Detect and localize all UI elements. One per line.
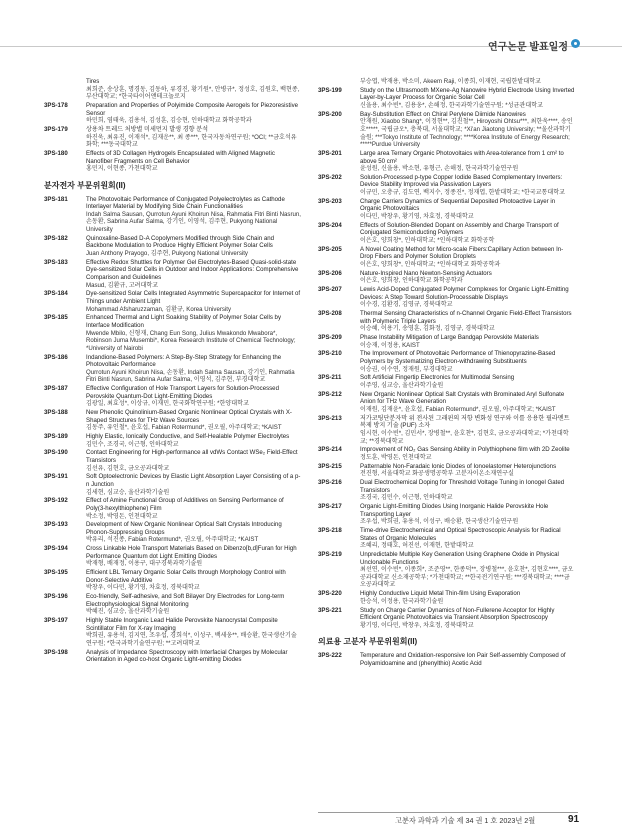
- right-column: [318, 78, 575, 669]
- poster-code: 3PS-221: [318, 606, 342, 614]
- poster-code: 3PS-216: [318, 479, 342, 487]
- poster-body: [360, 150, 575, 173]
- poster-code: 3PS-204: [318, 221, 342, 229]
- poster-authors: 하진욱, 최유진, 이재석*, 김재운**, 최 종***, 한국자동차연구원; *OCI; **금호석유화학; ***동국대학교: [86, 133, 297, 149]
- poster-body: [86, 433, 301, 448]
- footer-rule: [318, 812, 578, 813]
- poster-body: [360, 607, 575, 630]
- poster-code: 3PS-210: [318, 350, 342, 358]
- poster-code: 3PS-186: [44, 353, 68, 361]
- poster-authors: 김동주, 유인철*, 윤호섭, Fabian Rotermund*, 권오필, 아주대학교; *KAIST: [86, 424, 282, 432]
- poster-title: Preparation and Properties of Polyimide Composite Aerogels for Piezoresistive Sensor: [86, 101, 299, 117]
- poster-title: The Improvement of Photovoltaic Performance of Thienopyrazine-Based Polymers by Systematizing Electron-withdrawing Substituents: [360, 350, 556, 366]
- poster-authors: Masud, 김환규, 고려대학교: [86, 281, 159, 289]
- poster-body: [86, 102, 301, 125]
- poster-body: [86, 649, 301, 664]
- poster-code: 3PS-205: [318, 245, 342, 253]
- poster-title: 저가코팅단분자막 위 전사된 그래핀의 저항 변화성 연구와 이를 응용한 필라멘트 복제 방지 기술 (PUF) 소자: [360, 414, 570, 430]
- poster-code: 3PS-183: [44, 258, 68, 266]
- poster-authors: 황기영, 이다민, 박창우, 차효정, 경북대학교: [360, 621, 474, 629]
- poster-code: 3PS-220: [318, 590, 342, 598]
- poster-title: Highly Stable Inorganic Lead Halide Perovskite Nanocrystal Composite Scintillator Film for X-ray Imaging: [86, 617, 278, 632]
- poster-code: 3PS-215: [318, 462, 342, 470]
- poster-authors: 김세현, 심교승, 울산과학기술원: [86, 488, 170, 496]
- poster-authors: 조경국, 김민수, 이근형, 인하대학교: [360, 494, 453, 502]
- poster-body: [360, 270, 575, 285]
- poster-body: [360, 463, 575, 478]
- poster-body: [86, 593, 301, 616]
- poster-code: 3PS-211: [318, 374, 342, 382]
- poster-authors: 김민수, 조경국, 이근형, 인하대학교: [86, 440, 179, 448]
- poster-entry: [44, 314, 301, 352]
- poster-code: 3PS-195: [44, 569, 68, 577]
- poster-title: Analysis of Impedance Spectroscopy with Interfacial Charges by Molecular Orientation in Aged co-host Organic Light-emitting Diodes: [86, 648, 288, 664]
- poster-authors: Juan Anthony Prayogo, 김주현, Pukyong National University: [86, 250, 248, 258]
- poster-title: Cross Linkable Hole Transport Materials Based on Dibenzo[b,d]Furan for High Performance Quantum dot Light Emitting Diodes: [86, 545, 297, 560]
- poster-body: [360, 78, 575, 86]
- poster-body: [86, 473, 301, 496]
- poster-entry: [318, 503, 575, 526]
- poster-title: Efficient LBL Ternary Organic Solar Cells through Morphology Control with Donor-Selective Additive: [86, 569, 286, 584]
- poster-code: 3PS-203: [318, 197, 342, 205]
- poster-entry: [44, 649, 301, 664]
- poster-code: 3PS-180: [44, 149, 68, 157]
- poster-code: 3PS-197: [44, 617, 68, 625]
- poster-authors: 박유리, 석진종, Fabian Rotermund*, 권오필, 아주대학교; *KAIST: [86, 536, 259, 544]
- poster-entry: [44, 354, 301, 384]
- poster-entry: [318, 246, 575, 269]
- poster-entry: [44, 385, 301, 408]
- poster-entry: [318, 374, 575, 389]
- poster-body: [360, 503, 575, 526]
- poster-code: 3PS-200: [318, 110, 342, 118]
- poster-entry: [44, 150, 301, 173]
- poster-body: [360, 198, 575, 221]
- poster-entry: [318, 551, 575, 589]
- poster-body: [360, 286, 575, 309]
- poster-authors: 박혜진, 심교승, 울산과학기술원: [86, 608, 170, 616]
- poster-code: 3PS-219: [318, 550, 342, 558]
- poster-title: Effective Redox Shuttles for Polymer Gel Electrolytes-Based Quasi-solid-state Dye-sensitized Solar Cells in Outdoor and Indoor Applications: Comprehensive Comparison and Guidelines: [86, 258, 299, 281]
- poster-entry: [318, 334, 575, 349]
- header-bullet-icon: [571, 39, 580, 48]
- poster-body: [360, 334, 575, 349]
- poster-body: [360, 174, 575, 197]
- poster-body: [86, 409, 301, 432]
- poster-body: [86, 290, 301, 313]
- poster-body: [86, 617, 301, 647]
- poster-entry: [318, 415, 575, 445]
- poster-entry: [44, 617, 301, 647]
- poster-body: [360, 590, 575, 605]
- poster-body: [86, 449, 301, 472]
- poster-entry: [44, 290, 301, 313]
- poster-entry: [44, 196, 301, 234]
- poster-entry: [44, 433, 301, 448]
- poster-title: The Photovoltaic Performance of Conjugated Polyelectrolytes as Cathode Interlayer Material by Modifying Side Chain Functionalities: [86, 195, 285, 211]
- poster-entry: [318, 174, 575, 197]
- poster-body: [360, 246, 575, 269]
- poster-title: Soft Artificial Fingertip Electronics for Multimodal Sensing: [360, 374, 515, 382]
- poster-code: 3PS-182: [44, 234, 68, 242]
- poster-entry: [318, 607, 575, 630]
- poster-authors: 박재형, 배재정, 이용구, 대구경북과학기술원: [86, 560, 203, 568]
- poster-authors: 이규민, 오충규, 김도연, 백지수, 정종진*, 정재엽, 한밭대학교; *한국교통대학교: [360, 189, 566, 197]
- poster-title: Development of New Organic Nonlinear Optical Salt Crystals Introducing Phonon-Suppressing Groups: [86, 521, 282, 536]
- poster-authors: 최선연, 이수빈*, 이종희*, 조준영**, 한종덕**, 장병철***, 윤호찬*, 김현호****, 금오공과대학교 신소재공학부; *가천대학교; **한국전기연구원; ***경북대학교; ****금오공과대학교: [360, 566, 574, 589]
- poster-body: [86, 126, 301, 149]
- poster-title: Nature-Inspired Nano Newton-Sensing Actuators: [360, 269, 492, 277]
- poster-entry: [318, 527, 575, 550]
- poster-title: Contact Engineering for High-performance all vdWs Contact WSe₂ Field-Effect Transistors: [86, 449, 298, 464]
- poster-authors: 박창우, 이다민, 황기영, 차효정, 경북대학교: [86, 584, 200, 592]
- poster-title: Large area Ternary Organic Photovoltaics with Area-tolerance from 1 cm² to above 50 cm²: [360, 149, 564, 165]
- poster-code: 3PS-199: [318, 86, 342, 94]
- poster-entry: [318, 350, 575, 373]
- poster-entry: [318, 479, 575, 502]
- poster-entry: [44, 409, 301, 432]
- poster-title: Indandione-Based Polymers: A Step-By-Step Strategy for Enhancing the Photovoltaic Performance: [86, 353, 282, 369]
- poster-body: [86, 78, 301, 101]
- poster-title: Organic Light-Emitting Diodes Using Inorganic Halide Perovskite Hole Transporting Layer: [360, 503, 549, 518]
- poster-code: 3PS-222: [318, 652, 342, 660]
- poster-entry: [318, 222, 575, 245]
- poster-body: [360, 446, 575, 461]
- poster-body: [86, 259, 301, 289]
- poster-title: 상용차 트레드 처방별 미세먼지 발생 경향 분석: [86, 125, 209, 133]
- poster-authors: 이주영, 심교승, 울산과학기술원: [360, 382, 444, 389]
- poster-code: 3PS-207: [318, 286, 342, 294]
- poster-body: [86, 385, 301, 408]
- poster-authors: 조우섭, 박희권, 유용석, 이성구, 배승환, 한국생산기술연구원: [360, 518, 519, 526]
- poster-title: Bay-Substitution Effect on Chiral Perylene Diimide Nanowires: [360, 110, 526, 118]
- poster-title: New Organic Nonlinear Optical Salt Crystals with Brominated Aryl Sulfonate Anion for THz Wave Generation: [360, 390, 565, 406]
- poster-title: Study on Charge Carrier Dynamics of Non-Fullerene Acceptor for Highly Efficient Organic Photovoltaics via Transient Absorption Spectroscopy: [360, 606, 555, 622]
- poster-code: 3PS-187: [44, 385, 68, 393]
- poster-title: Quinoxaline-Based D-A Copolymers Modified through Side Chain and Backbone Modulation to Produce Highly Efficient Polymer Solar Cells: [86, 234, 274, 250]
- poster-authors: 임시현, 이수빈*, 김민서*, 장병철**, 윤호찬*, 김현호, 금오공과대학교; *가천대학교; **경북대학교: [360, 429, 569, 445]
- poster-body: [360, 350, 575, 373]
- poster-body: [86, 497, 301, 520]
- poster-entry: [318, 590, 575, 605]
- poster-entry: [44, 473, 301, 496]
- poster-entry: [318, 286, 575, 309]
- poster-title: Dye-sensitized Solar Cells Integrated Asymmetric Supercapacitor for Internet of Things under Ambient Light: [86, 290, 301, 305]
- poster-title: A Novel Coating Method for Micro-scale Fibers:Capillary Action between In-Drop Fibers and Polymer Solution Droplets: [360, 245, 564, 261]
- poster-code: 3PS-188: [44, 409, 68, 417]
- poster-body: [86, 545, 301, 568]
- poster-body: [360, 391, 575, 414]
- poster-authors: 안재원, Xiaobo Shang*, 이정현**, 김진철**, Hiroyoshi Ohtsu***, 최한욱****, 송인호*****, 국립금오*, 충북대, 서울대학교; *Xi'an Jiaotong University; **울산과학기술원; ***Tokyo Institute of Technology; ****Korea Institute of Energy Research; *****Purdue University: [360, 118, 573, 149]
- poster-title: Improvement of NO₂ Gas Sensing Ability in Polythiophene film with 2D Zeolite: [360, 446, 570, 454]
- poster-code: 3PS-194: [44, 545, 68, 553]
- poster-body: [360, 374, 575, 389]
- poster-entry: [318, 446, 575, 461]
- poster-entry: [44, 78, 301, 101]
- poster-code: 3PS-208: [318, 310, 342, 318]
- poster-code: 3PS-179: [44, 125, 68, 133]
- poster-entry: [318, 198, 575, 221]
- poster-body: [86, 354, 301, 384]
- poster-authors: Mohammad Afsharuzzaman, 김환규, Korea University: [86, 305, 232, 313]
- poster-code: 3PS-214: [318, 446, 342, 454]
- poster-authors: 김광일, 최효성*, 이상규, 이재민, 한국화학연구원; *한양대학교: [86, 400, 249, 408]
- poster-entry: [318, 310, 575, 333]
- poster-code: 3PS-209: [318, 334, 342, 342]
- poster-entry: [318, 463, 575, 478]
- poster-code: 3PS-185: [44, 314, 68, 322]
- poster-body: [360, 551, 575, 589]
- poster-authors: 윤성원, 신을용, 박소현, 유형근, 손해정, 한국과학기술연구원: [360, 165, 519, 173]
- poster-authors: 전진형, 서울대학교 화공생명공학부 고분자이온소재연구실: [360, 470, 514, 478]
- poster-authors: 정도훈, 박영돈, 인천대학교: [360, 453, 432, 461]
- poster-title: Patternable Non-Faradaic Ionic Diodes of Ionoelastomer Heterojunctions: [360, 462, 557, 470]
- poster-authors: Indah Salma Sausan, Qurrotun Ayuni Khoirun Nisa, Rahmatia Fitri Binti Nasrun, 손동환, Sabrina Aufar Salma, 강기인, 이영석, 김주현, Pukyong National University: [86, 210, 301, 234]
- poster-entry: [44, 593, 301, 616]
- poster-title: Highly Conductive Liquid Metal Thin-film Using Evaporation: [360, 590, 521, 598]
- poster-authors: 조혜리, 정태호, 허진선, 이재현, 한밭대학교: [360, 542, 474, 550]
- poster-authors: 김선유, 김현호, 금오공과대학교: [86, 464, 170, 472]
- poster-title: Highly Elastic, Ionically Conductive, and Self-Healable Polymer Electrolytes: [86, 433, 290, 440]
- poster-authors: 이승재, 이정용, KAIST: [360, 341, 420, 349]
- poster-body: [86, 314, 301, 352]
- poster-title: Eco-friendly, Self-adhesive, and Soft Bilayer Dry Electrodes for Long-term Electrophysiological Signal Monitoring: [86, 593, 285, 608]
- poster-title: Charge Carriers Dynamics of Sequential Deposited Photoactive Layer in Organic Photovoltaics: [360, 197, 556, 213]
- poster-code: [44, 78, 86, 101]
- poster-authors: 한승석, 이정용, 한국과학기술원: [360, 597, 444, 605]
- poster-title: New Phenolic Quinolinium-Based Organic Nonlinear Optical Crystals with X-Shaped Structures for THz Wave Sources: [86, 409, 292, 424]
- poster-body: [86, 196, 301, 234]
- poster-title: Study on the Ultrasmooth MXene-Ag Nanowire Hybrid Electrode Using Inverted Layer-by-Layer Process for Organic Solar Cell: [360, 86, 575, 102]
- poster-body: [360, 87, 575, 110]
- poster-title: Dual Electrochemical Doping for Threshold Voltage Tuning in Ionogel Gated Transistors: [360, 479, 565, 494]
- poster-code: 3PS-196: [44, 593, 68, 601]
- poster-code: 3PS-218: [318, 527, 342, 534]
- poster-title: Soft Optoelectronic Devices by Elastic Light Absorption Layer Consisting of a p-n Junction: [86, 473, 301, 488]
- poster-title: Enhanced Thermal and Light Soaking Stability of Polymer Solar Cells by Interface Modification: [86, 314, 281, 329]
- poster-code: 3PS-212: [318, 390, 342, 398]
- poster-authors: 이은호, 양희창, 인하대학교 화학공학과: [360, 277, 463, 285]
- left-column: [44, 78, 301, 665]
- poster-title: Time-drive Electrochemical and Optical Spectroscopic Analysis for Radical States of Organic Molecules: [360, 527, 561, 542]
- poster-code: 3PS-202: [318, 173, 342, 181]
- poster-authors: 부승엽, 박재용, 박소미, Akeem Raji, 이종희, 이재현, 국립한밭대학교: [360, 78, 541, 85]
- section-heading: 분자전자 부문위원회(II): [44, 180, 126, 190]
- poster-code: [318, 78, 360, 86]
- poster-authors: 최희준, 송상훈, 명경동, 김동하, 류경진, 황기원*, 안병규*, 정성호, 김원호, 백현종, 부산대학교; *한국타이어앤테크놀로지: [86, 85, 300, 101]
- poster-code: 3PS-198: [44, 648, 68, 656]
- poster-title: Effect of Amine Functional Group of Additives on Sensing Performance of Poly(3-hexylthiophene) Film: [86, 497, 284, 512]
- poster-entry: [318, 111, 575, 149]
- poster-authors: 홍민지, 이현종, 가천대학교: [86, 165, 158, 173]
- poster-entry: [44, 521, 301, 544]
- poster-code: 3PS-201: [318, 149, 342, 157]
- poster-entry: [318, 78, 575, 86]
- poster-entry: [44, 449, 301, 472]
- poster-authors: 이은호, 양희창*, 인하대학교; *인하대학교 화학공학과: [360, 260, 501, 268]
- poster-code: 3PS-217: [318, 503, 342, 511]
- poster-body: [360, 527, 575, 550]
- poster-entry: [44, 259, 301, 289]
- poster-entry: [318, 150, 575, 173]
- poster-entry: [44, 235, 301, 258]
- poster-body: [360, 310, 575, 333]
- poster-code: 3PS-178: [44, 101, 68, 109]
- poster-body: [86, 521, 301, 544]
- poster-body: [360, 222, 575, 245]
- poster-authors: 박희권, 유용석, 김지연, 조우섭, 경희석*, 이성구, 백세웅**, 배승환, 한국생산기술연구원; *한국과학기술연구원; **고려대학교: [86, 632, 297, 647]
- poster-title: Effects of 3D Collagen Hydrogels Encapsulated with Aligned Magnetic Nanofiber Fragments on Cell Behavior: [86, 149, 275, 165]
- poster-body: [360, 415, 575, 445]
- poster-code: 3PS-184: [44, 290, 68, 298]
- poster-entry: [318, 87, 575, 110]
- poster-authors: 이다민, 박창우, 황기영, 차효정, 경북대학교: [360, 213, 474, 221]
- page-header-title: 연구논문 발표일정: [487, 42, 568, 53]
- section-heading: 의료용 고분자 부문위원회(II): [318, 637, 418, 647]
- poster-code: 3PS-213: [318, 414, 342, 422]
- poster-title: Solution-Processed p-type Copper Iodide Based Complementary Inverters: Device Stability Improved via Passivation Layers: [360, 173, 563, 189]
- poster-title: Tires: [86, 78, 100, 85]
- poster-entry: [318, 270, 575, 285]
- poster-authors: 신을용, 최수빈*, 김용웅*, 손해정, 한국과학기술연구원; *성균관대학교: [360, 101, 543, 109]
- poster-entry: [44, 569, 301, 592]
- poster-authors: 박소정, 박영돈, 인천대학교: [86, 512, 158, 520]
- poster-authors: 이승권, 이수연, 정재원, 부경대학교: [360, 365, 453, 373]
- poster-body: [86, 150, 301, 173]
- poster-body: [86, 235, 301, 258]
- poster-authors: 이은호, 양희창*, 인하대학교; *인하대학교 화학공학: [360, 237, 495, 244]
- poster-code: 3PS-192: [44, 497, 68, 505]
- poster-title: Thermal Sensing Characteristics of n-Channel Organic Field-Effect Transistors with Polymeric Triple Layers: [360, 310, 572, 325]
- poster-body: [360, 652, 575, 667]
- page-number: 91: [568, 814, 580, 825]
- poster-entry: [318, 652, 575, 667]
- poster-title: Effects of Solution-Blended Dopant on Assembly and Charge Transport of Conjugated Semiconducting Polymers: [360, 221, 559, 237]
- poster-code: 3PS-190: [44, 449, 68, 457]
- poster-body: [360, 479, 575, 502]
- poster-body: [86, 569, 301, 592]
- poster-title: Phase Instability Mitigation of Large Bandgap Perovskite Materials: [360, 334, 539, 342]
- poster-title: Lewis Acid-Doped Conjugated Polymer Complexes for Organic Light-Emitting Devices: A Step Toward Solution-Processable Displays: [360, 286, 569, 301]
- poster-code: 3PS-206: [318, 269, 342, 277]
- poster-authors: Qurrotun Ayuni Khoirun Nisa, 손동환, Indah Salma Sausan, 강기인, Rahmatia Fitri Binti Nasrun, Sabrina Aufar Salma, 이영석, 김주현, 부경대학교: [86, 368, 295, 384]
- poster-code: 3PS-193: [44, 521, 68, 529]
- poster-entry: [44, 126, 301, 149]
- poster-entry: [318, 391, 575, 414]
- poster-title: Unpredictable Multiple Key Generation Using Graphene Oxide in Physical Unclonable Functions: [360, 550, 559, 566]
- poster-title: Temperature and Oxidation-responsive Ion Pair Self-assembly Composed of Polyamidoamine and (phenylthio) Acetic Acid: [360, 652, 566, 667]
- poster-body: [360, 111, 575, 149]
- poster-entry: [44, 102, 301, 125]
- poster-title: Effective Configuration of Hole Transport Layers for Solution-Processed Perovskite Quantum-Dot Light-Emitting Diodes: [86, 385, 279, 400]
- poster-code: 3PS-181: [44, 195, 68, 203]
- poster-code: 3PS-189: [44, 433, 68, 440]
- poster-authors: 이승혜, 이용기, 송영훈, 김화정, 김영규, 경북대학교: [360, 325, 495, 333]
- poster-authors: Mwende Mbilo, 신형재, Chang Eun Song, Julius Mwakondo Mwabora*, Robinson Juma Musembi*, Korea Research Institute of Chemical Technology; *University of Nairobi: [86, 329, 296, 352]
- poster-authors: 이수경, 김환경, 김영규, 경북대학교: [360, 301, 453, 309]
- poster-authors: 하민희, 염태욱, 김용석, 김성훈, 김승현, 인하대학교 화학공학과: [86, 117, 252, 125]
- poster-entry: [44, 545, 301, 568]
- poster-entry: [44, 497, 301, 520]
- footer-journal: 고분자 과학과 기술 제 34 권 1 호 2023년 2월: [395, 816, 536, 825]
- poster-code: 3PS-191: [44, 473, 68, 481]
- poster-authors: 이재원, 김재윤*, 윤호섭, Fabian Rotermund*, 권오필, 아주대학교; *KAIST: [360, 405, 556, 413]
